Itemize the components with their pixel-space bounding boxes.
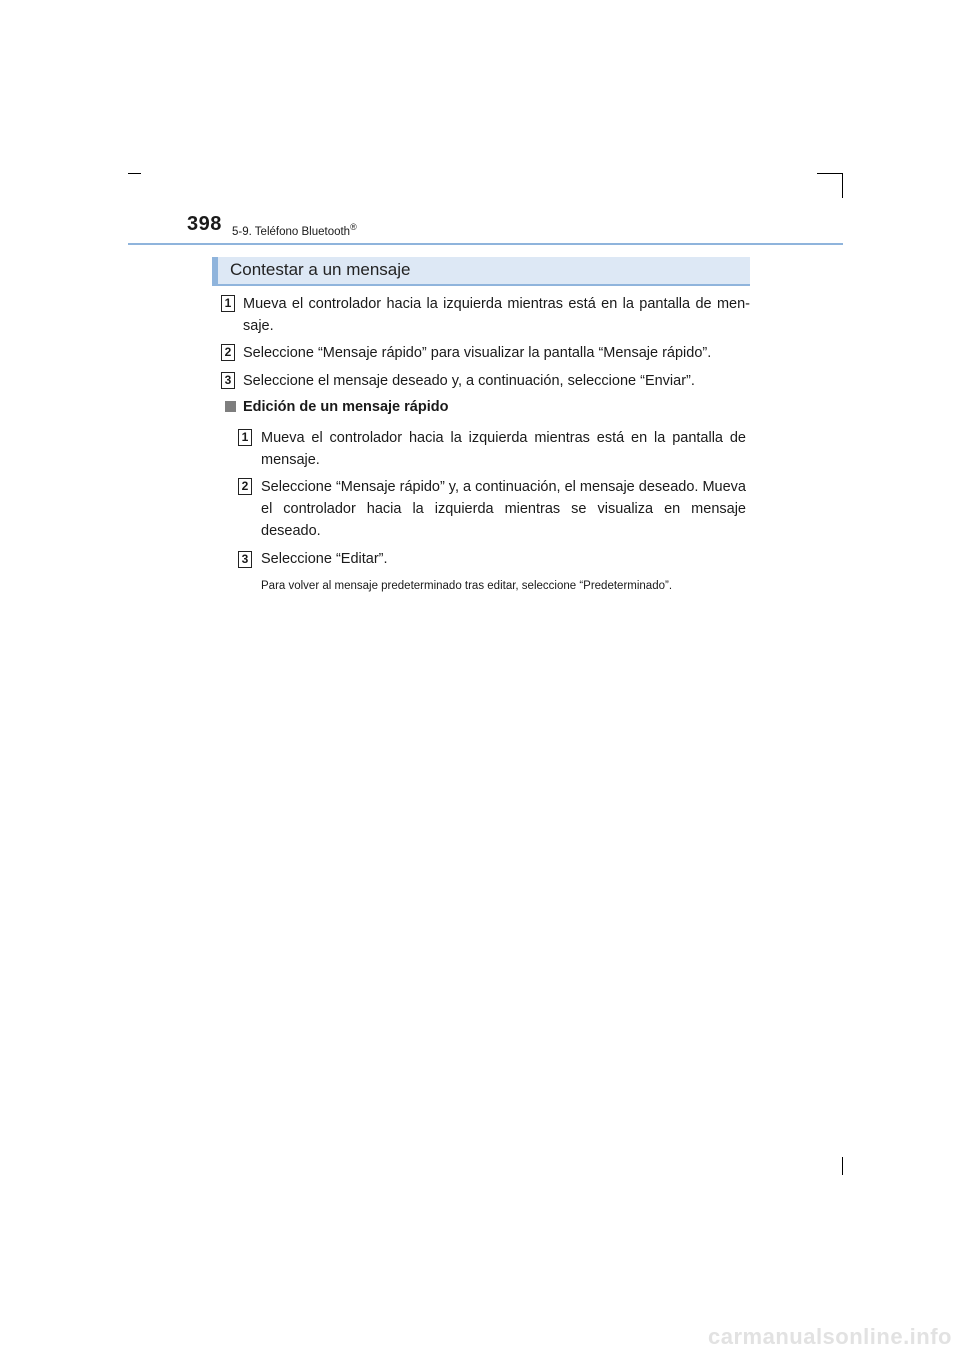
section-heading	[212, 257, 750, 286]
step-text: Seleccione “Editar”.	[261, 551, 388, 567]
page-number: 398	[187, 213, 222, 235]
step-text: Mueva el controlador hacia la izquierda mientras está en la pantalla de men-saje.	[243, 296, 750, 334]
step-number-badge: 2	[238, 478, 252, 495]
step-text: Seleccione “Mensaje rápido” para visualizar la pantalla “Mensaje rápido”.	[243, 345, 712, 361]
step-number-badge: 1	[238, 429, 252, 446]
crop-mark-top-left	[128, 173, 141, 174]
square-bullet-icon	[225, 401, 236, 412]
note-text: Para volver al mensaje predeterminado tras editar, seleccione “Predeterminado”.	[261, 580, 673, 592]
step-text: Mueva el controlador hacia la izquierda mientras está en la pantalla de mensaje.	[261, 430, 746, 468]
step-text: Seleccione el mensaje deseado y, a continuación, seleccione “Enviar”.	[243, 373, 695, 389]
step-number-badge: 3	[238, 551, 252, 568]
crop-mark-top-right-v	[842, 173, 843, 198]
step-number-badge: 1	[221, 295, 235, 312]
crop-mark-top-right-h	[817, 173, 843, 174]
step-text: Seleccione “Mensaje rápido” y, a continuación, el mensaje deseado. Mueva el controlador hacia la izquierda mientras se visualiza en mensaje deseado.	[261, 479, 746, 539]
section-heading-text: Contestar a un mensaje	[230, 260, 411, 279]
section-title-text: 5-9. Teléfono Bluetooth	[232, 225, 351, 238]
header-rule	[128, 243, 843, 245]
section-title	[232, 222, 357, 238]
subsection-heading	[225, 399, 448, 415]
crop-mark-bottom-right	[842, 1157, 843, 1175]
watermark: carmanualsonline.info	[708, 1324, 952, 1349]
step-number-badge: 3	[221, 372, 235, 389]
subsection-heading-text: Edición de un mensaje rápido	[243, 399, 449, 415]
step-number-badge: 2	[221, 344, 235, 361]
registered-mark: ®	[350, 222, 357, 232]
